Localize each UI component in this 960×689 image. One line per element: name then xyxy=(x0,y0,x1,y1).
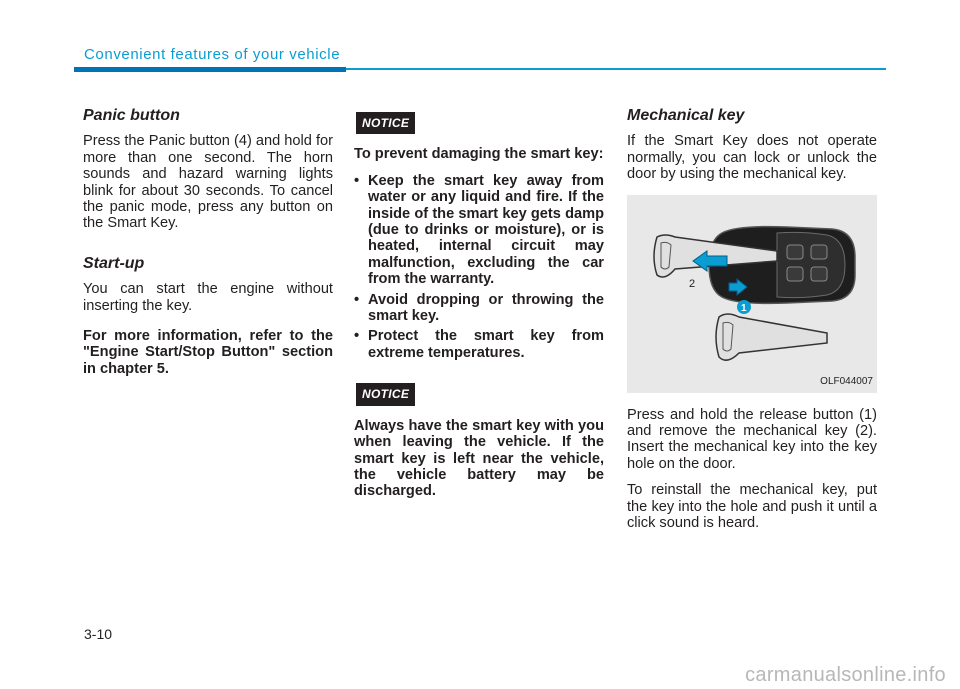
smart-key-figure xyxy=(627,195,877,393)
notice-badge: NOTICE xyxy=(356,383,415,405)
notice-bullet-list xyxy=(354,173,604,361)
callout-2-label: 2 xyxy=(689,277,696,290)
notice-badge: NOTICE xyxy=(356,112,415,134)
reinstall-instructions: To reinstall the mechanical key, put the key into the hole and push it until a click sound is heard. xyxy=(627,482,877,532)
notice-text: Always have the smart key with you when leaving the vehicle. If the smart key is left near the vehicle, the vehicle battery may be discharged. xyxy=(354,417,604,500)
header-rule-dark xyxy=(74,67,346,72)
notice-intro: To prevent damaging the smart key: xyxy=(354,146,604,163)
column-left xyxy=(83,108,333,387)
startup-text: You can start the engine without inserting the key. xyxy=(83,281,333,314)
list-item: • Protect the smart key from extreme temperatures. xyxy=(354,328,604,361)
page-number: 3-10 xyxy=(84,626,113,642)
more-info-text: For more information, refer to the "Engine Start/Stop Button" section in chapter 5. xyxy=(83,328,333,377)
section-header-title: Convenient features of your vehicle xyxy=(84,46,341,63)
smart-key-illustration xyxy=(627,195,877,393)
list-item: • Avoid dropping or throwing the smart key. xyxy=(354,292,604,325)
release-instructions: Press and hold the release button (1) and remove the mechanical key (2). Insert the mechanical key into the key hole on the door. xyxy=(627,406,877,472)
column-right xyxy=(627,108,877,541)
mechanical-key-heading: Mechanical key xyxy=(627,107,745,124)
column-middle xyxy=(354,112,604,510)
header-rule-light xyxy=(346,68,886,70)
list-item: • Keep the smart key away from water or any liquid and fire. If the inside of the smart key gets damp (due to drinks or moisture), or is heated, internal circuit may malfunction, excluding the car from the warranty. xyxy=(354,173,604,288)
watermark: carmanualsonline.info xyxy=(745,664,946,686)
panic-button-text: Press the Panic button (4) and hold for more than one second. The horn sounds and hazard warning lights blink for about 30 seconds. To cancel the panic mode, press any button on the Smart Key. xyxy=(83,133,333,232)
callout-1-label: 1 xyxy=(741,302,747,314)
mechanical-key-text: If the Smart Key does not operate normally, you can lock or unlock the door by using the mechanical key. xyxy=(627,133,877,183)
panic-button-heading: Panic button xyxy=(83,107,180,124)
startup-heading: Start-up xyxy=(83,254,145,272)
figure-code: OLF044007 xyxy=(820,376,873,388)
